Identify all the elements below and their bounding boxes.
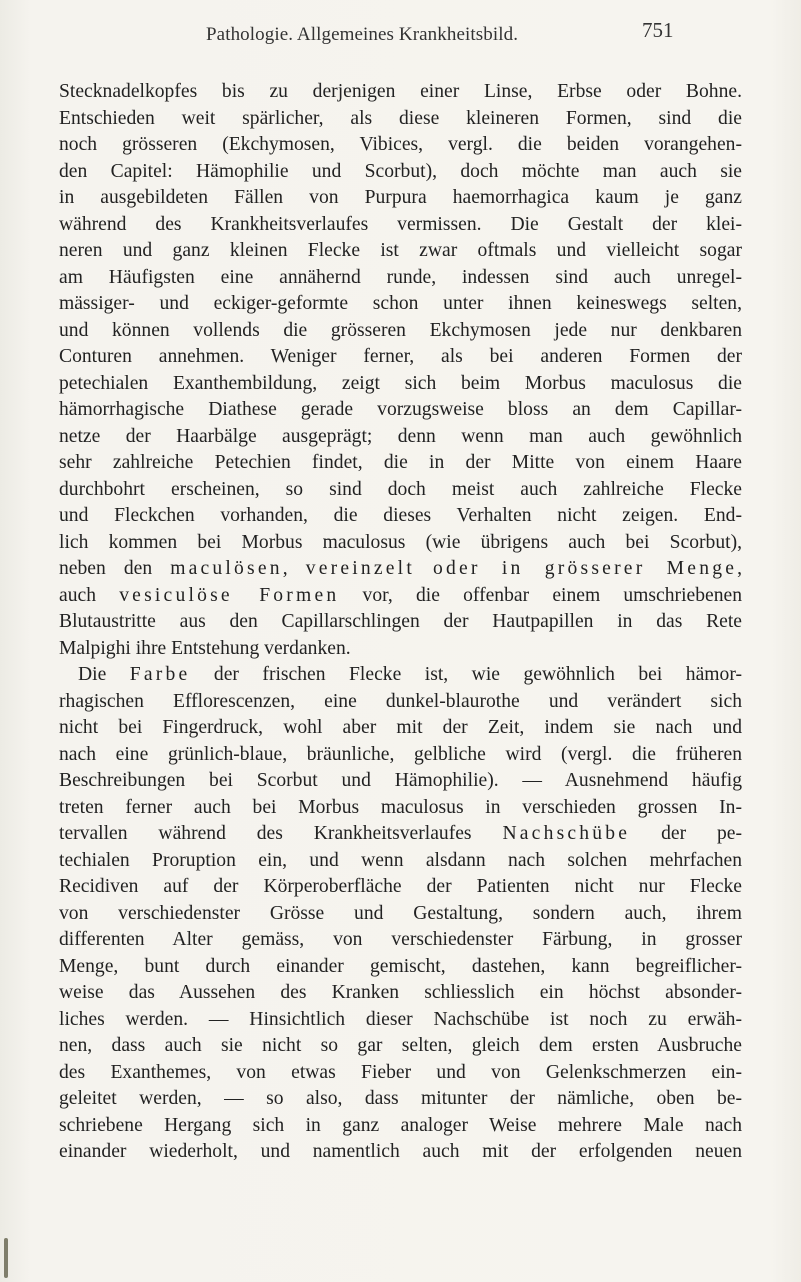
text-run: durchbohrt erscheinen, so sind doch meist auch zahlreiche Flecke [59, 478, 742, 500]
text-run: am Häufigsten eine annähernd runde, indessen sind auch unregel- [59, 266, 742, 288]
text-run: Conturen annehmen. Weniger ferner, als bei anderen Formen der [59, 346, 742, 367]
text-line [59, 79, 742, 106]
text-line [59, 291, 742, 318]
text-line [59, 106, 742, 133]
text-run: neren und ganz kleinen Flecke ist zwar oftmals und vielleicht sogar [59, 240, 742, 261]
text-line [59, 238, 742, 265]
text-run: noch grösseren (Ekchymosen, Vibices, vergl. die beiden vorangehen- [59, 134, 742, 155]
text-line [59, 1060, 742, 1087]
text-line [59, 689, 742, 716]
text-run: Entschieden weit spärlicher, als diese kleineren Formen, sind die [59, 107, 742, 129]
text-run: , [737, 558, 742, 579]
emphasized-text: Nachschübe [502, 823, 631, 844]
body-text [59, 79, 742, 1166]
text-run: der pe- [630, 823, 742, 844]
text-run: tervallen während des Krankheitsverlaufes [59, 823, 503, 844]
text-run: des Exanthemes, von etwas Fieber und von Gelenkschmerzen ein- [59, 1061, 742, 1083]
text-line [59, 185, 742, 212]
text-run: der frischen Flecke ist, wie gewöhnlich bei hämor- [190, 664, 742, 685]
text-line [59, 901, 742, 928]
text-run: lich kommen bei Morbus maculosus (wie übrigens auch bei Scorbut), [59, 531, 742, 553]
text-run: Stecknadelkopfes bis zu derjenigen einer Linse, Erbse oder Bohne. [59, 81, 742, 102]
text-line [59, 715, 742, 742]
text-line [59, 848, 742, 875]
text-run: netze der Haarbälge ausgeprägt; denn wenn man auch gewöhnlich [59, 425, 742, 447]
text-line [59, 344, 742, 371]
text-run: vor, die offenbar einem umschriebenen [339, 584, 742, 606]
text-line [59, 450, 742, 477]
text-line [59, 371, 742, 398]
text-line [59, 1033, 742, 1060]
text-run: neben den [59, 558, 171, 579]
text-run: geleitet werden, — so also, dass mitunter der nämliche, oben be- [59, 1088, 742, 1109]
text-line [59, 159, 742, 186]
text-run: nen, dass auch sie nicht so gar selten, gleich dem ersten Ausbruche [59, 1035, 742, 1056]
text-line [59, 609, 742, 636]
emphasized-text: maculösen [170, 558, 283, 579]
text-run: während des Krankheitsverlaufes vermissen. Die Gestalt der klei- [59, 213, 742, 235]
text-line [59, 1086, 742, 1113]
text-line [59, 132, 742, 159]
text-line [59, 768, 742, 795]
text-line [59, 742, 742, 769]
text-run: techialen Proruption ein, und wenn alsdann nach solchen mehrfachen [59, 849, 742, 871]
text-line [59, 477, 742, 504]
text-line [59, 795, 742, 822]
text-run: Beschreibungen bei Scorbut und Hämophilie). — Ausnehmend häufig [59, 770, 742, 791]
text-run: den Capitel: Hämophilie und Scorbut), doch möchte man auch sie [59, 160, 742, 182]
text-run: und können vollends die grösseren Ekchymosen jede nur denkbaren [59, 319, 742, 341]
text-run: Blutaustritte aus den Capillarschlingen der Hautpapillen in das Rete [59, 611, 742, 632]
text-line [59, 1139, 742, 1166]
emphasized-text: oder in grösserer Menge [433, 558, 738, 579]
text-line [59, 556, 742, 583]
text-run: Menge, bunt durch einander gemischt, dastehen, kann begreiflicher- [59, 955, 742, 977]
text-line [59, 980, 742, 1007]
text-line [59, 1007, 742, 1034]
text-run: von verschiedenster Grösse und Gestaltung, sondern auch, ihrem [59, 902, 742, 924]
text-line [59, 503, 742, 530]
text-run: schriebene Hergang sich in ganz analoger Weise mehrere Male nach [59, 1114, 742, 1136]
text-run: differenten Alter gemäss, von verschiedenster Färbung, in grosser [59, 929, 742, 950]
text-run: , [282, 558, 306, 579]
text-run [415, 558, 433, 579]
text-run: weise das Aussehen des Kranken schliesslich ein höchst absonder- [59, 982, 742, 1003]
running-head [0, 10, 801, 50]
emphasized-text: vereinzelt [305, 558, 415, 579]
emphasized-text: Farbe [129, 664, 191, 685]
text-line [59, 397, 742, 424]
text-run: liches werden. — Hinsichtlich dieser Nachschübe ist noch zu erwäh- [59, 1008, 742, 1030]
emphasized-text: vesiculöse Formen [119, 584, 340, 606]
text-run: hämorrhagische Diathese gerade vorzugsweise bloss an dem Capillar- [59, 399, 742, 420]
text-run: nach eine grünlich-blaue, bräunliche, gelbliche wird (vergl. die früheren [59, 743, 742, 765]
text-line [59, 927, 742, 954]
text-line [59, 954, 742, 981]
text-line [59, 874, 742, 901]
page-number: 751 [642, 18, 674, 42]
running-title: Pathologie. Allgemeines Krankheitsbild. [206, 24, 519, 45]
text-line [59, 265, 742, 292]
text-line [59, 636, 742, 663]
text-line [59, 662, 742, 689]
text-run: Die [78, 664, 130, 685]
text-run: mässiger- und eckiger-geformte schon unter ihnen keineswegs selten, [59, 293, 742, 314]
text-line [59, 821, 742, 848]
text-line [59, 318, 742, 345]
text-line [59, 583, 742, 610]
text-run: und Fleckchen vorhanden, die dieses Verhalten nicht zeigen. End- [59, 505, 742, 526]
text-run: petechialen Exanthembildung, zeigt sich beim Morbus maculosus die [59, 372, 742, 394]
text-run: rhagischen Efflorescenzen, eine dunkel-blaurothe und verändert sich [59, 690, 742, 712]
margin-mark [4, 1238, 8, 1278]
text-line [59, 424, 742, 451]
text-run: treten ferner auch bei Morbus maculosus in verschieden grossen In- [59, 796, 742, 818]
text-run: auch [59, 584, 120, 606]
text-line [59, 212, 742, 239]
text-line [59, 530, 742, 557]
text-run: Recidiven auf der Körperoberfläche der Patienten nicht nur Flecke [59, 876, 742, 897]
text-run: in ausgebildeten Fällen von Purpura haemorrhagica kaum je ganz [59, 187, 742, 208]
text-run: Malpighi ihre Entstehung verdanken. [59, 637, 351, 659]
text-run: nicht bei Fingerdruck, wohl aber mit der Zeit, indem sie nach und [59, 717, 742, 738]
text-line [59, 1113, 742, 1140]
text-run: sehr zahlreiche Petechien findet, die in der Mitte von einem Haare [59, 452, 742, 473]
text-run: einander wiederholt, und namentlich auch mit der erfolgenden neuen [59, 1141, 742, 1162]
